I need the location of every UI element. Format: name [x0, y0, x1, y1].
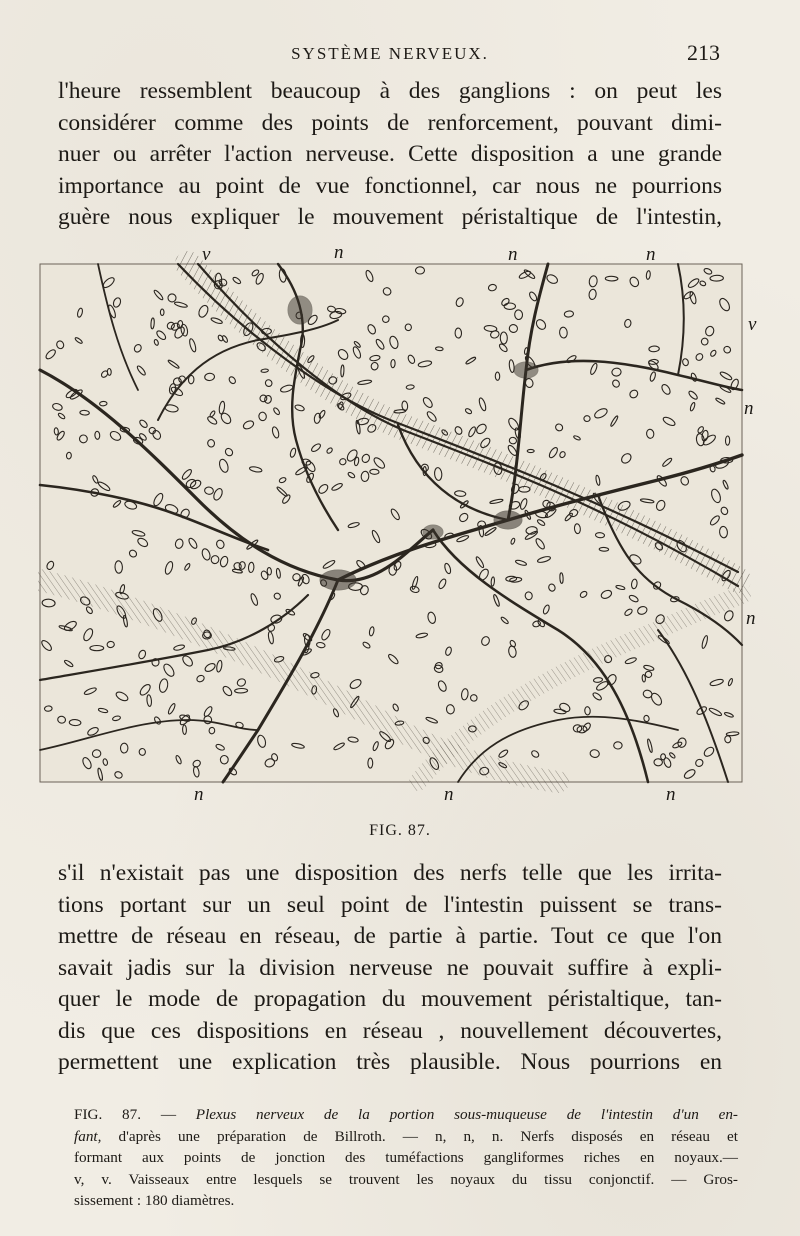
text-line: importance au point de vue fonctionnel, car nous ne pourrions — [58, 172, 722, 199]
legend-source: d'après une préparation de Billroth. — n, n, n. Nerfs disposés en réseau et — [118, 1127, 738, 1145]
text-line: considérer comme des points de renforcement, pouvant dimi- — [58, 109, 722, 136]
legend-line-5: sissement : 180 diamètres. — [74, 1192, 235, 1209]
text-line: tions portant sur un seul point de l'intestin puissent se trans- — [58, 891, 722, 918]
label-n-bottom-3: n — [666, 784, 676, 805]
legend-fig-ref: FIG. 87. — — [74, 1106, 177, 1123]
text-line: dis que ces dispositions en réseau , nouvellement découvertes, — [58, 1017, 722, 1044]
text-line: quer le mode de propagation du mouvement péristaltique, tan- — [58, 986, 722, 1012]
legend-title-end: fant, — [74, 1127, 102, 1145]
legend-title: Plexus nerveux de la portion sous-muqueuse de l'intestin d'un en- — [195, 1106, 738, 1123]
top-paragraph — [58, 76, 722, 234]
legend-line-1 — [74, 1104, 738, 1126]
text-line: permettent une explication très plausible. Nous pourrions en — [58, 1049, 722, 1075]
page-header — [60, 42, 720, 70]
legend-line-3: formant aux points de jonction des tuméfactions gangliformes riches en noyaux.— — [74, 1149, 738, 1166]
text-line: l'heure ressemblent beaucoup à des ganglions : on peut les — [58, 78, 722, 104]
running-head: SYSTÈME NERVEUX. — [291, 44, 489, 63]
label-n-bottom-2: n — [444, 784, 454, 805]
text-line: mettre de réseau en réseau, de partie à partie. Tout ce que l'on — [58, 923, 722, 949]
text-line: guère nous expliquer le mouvement péristaltique de l'intestin, — [58, 204, 722, 230]
nerve-plexus-engraving — [38, 250, 762, 810]
label-n-bottom-1: n — [194, 784, 204, 805]
label-n-right-1: n — [744, 398, 754, 419]
label-n-top-1: n — [334, 242, 344, 263]
label-v-right: v — [748, 314, 757, 335]
page-number: 213 — [687, 40, 720, 65]
label-v-top: v — [202, 244, 211, 265]
label-n-right-2: n — [746, 608, 756, 629]
legend-line-4: v, v. Vaisseaux entre lesquels se trouvent les noyaux du tissu conjonctif. — Gros- — [74, 1170, 738, 1188]
figure-legend — [74, 1104, 738, 1212]
figure-caption-title: FIG. 87. — [369, 822, 431, 839]
text-line: nuer ou arrêter l'action nerveuse. Cette disposition a une grande — [58, 141, 722, 167]
figure-87-illustration — [38, 242, 762, 810]
text-line: savait jadis sur la division nerveuse ne pouvait suffire à expli- — [58, 954, 722, 981]
bottom-paragraph — [58, 858, 722, 1079]
legend-line-2 — [74, 1126, 738, 1148]
text-line: s'il n'existait pas une disposition des nerfs telle que les irrita- — [58, 860, 722, 886]
label-n-top-2: n — [508, 244, 518, 265]
label-n-top-3: n — [646, 244, 656, 265]
